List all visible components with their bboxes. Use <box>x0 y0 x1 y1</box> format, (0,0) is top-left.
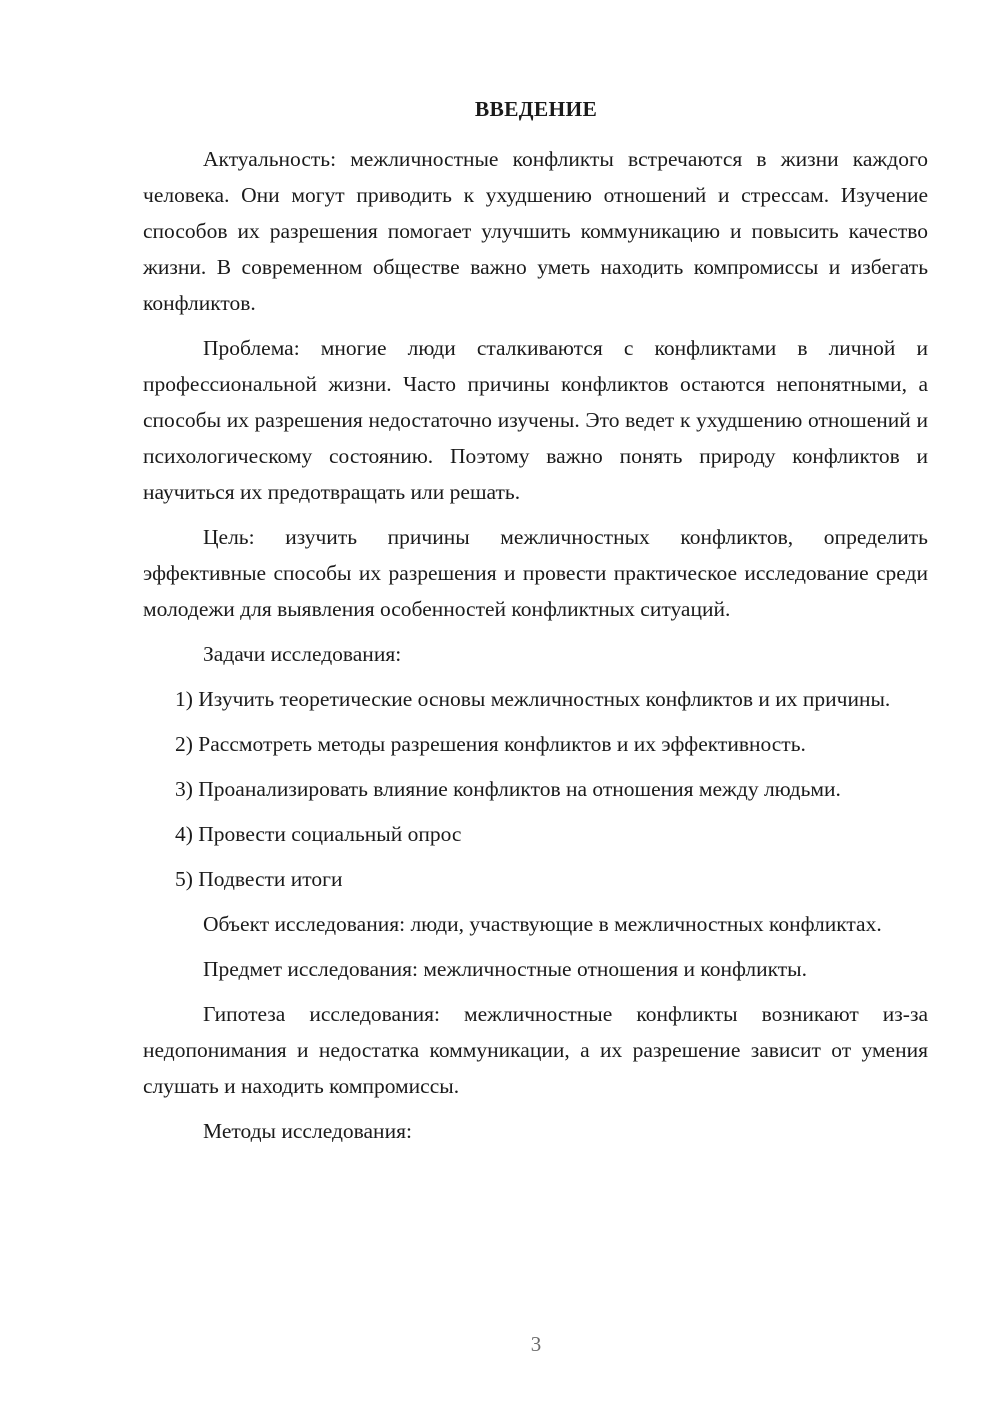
list-item-task-4: 4) Провести социальный опрос <box>175 822 462 846</box>
methods-title: Методы исследования: <box>203 1119 412 1143</box>
paragraph-object: Объект исследования: люди, участвующие в межличностных конфликтах. <box>203 912 882 936</box>
list-item-task-5: 5) Подвести итоги <box>175 867 343 891</box>
paragraph-goal: Цель: изучить причины межличностных конфликтов, определить эффективные способы их разрешения и провести практическое исследование среди молодежи для выявления особенностей конфликтных ситуаций. <box>143 525 928 621</box>
page-number: 3 <box>530 1332 542 1356</box>
list-item-task-3: 3) Проанализировать влияние конфликтов на отношения между людьми. <box>175 777 841 801</box>
paragraph-hypothesis: Гипотеза исследования: межличностные конфликты возникают из-за недопонимания и недостатка коммуникации, а их разрешение зависит от умения слушать и находить компромиссы. <box>143 1002 928 1098</box>
list-item-task-2: 2) Рассмотреть методы разрешения конфликтов и их эффективность. <box>175 732 806 756</box>
tasks-title: Задачи исследования: <box>203 642 402 666</box>
paragraph-problem: Проблема: многие люди сталкиваются с конфликтами в личной и профессиональной жизни. Часто причины конфликтов остаются непонятными, а способы их разрешения недостаточно изучены. Это ведет к ухудшению отношений и психологическому состоянию. Поэтому важно понять природу конфликтов и научиться их предотвращать или решать. <box>143 336 928 504</box>
list-item-task-1: 1) Изучить теоретические основы межличностных конфликтов и их причины. <box>175 687 891 711</box>
paragraph-subject: Предмет исследования: межличностные отношения и конфликты. <box>203 957 807 981</box>
paragraph-relevance: Актуальность: межличностные конфликты встречаются в жизни каждого человека. Они могут приводить к ухудшению отношений и стрессам. Изучение способов их разрешения помогает улучшить коммуникацию и повысить качество жизни. В современном обществе важно уметь находить компромиссы и избегать конфликтов. <box>143 147 928 315</box>
page-title: ВВЕДЕНИЕ <box>474 97 598 121</box>
document-body <box>143 141 928 1149</box>
